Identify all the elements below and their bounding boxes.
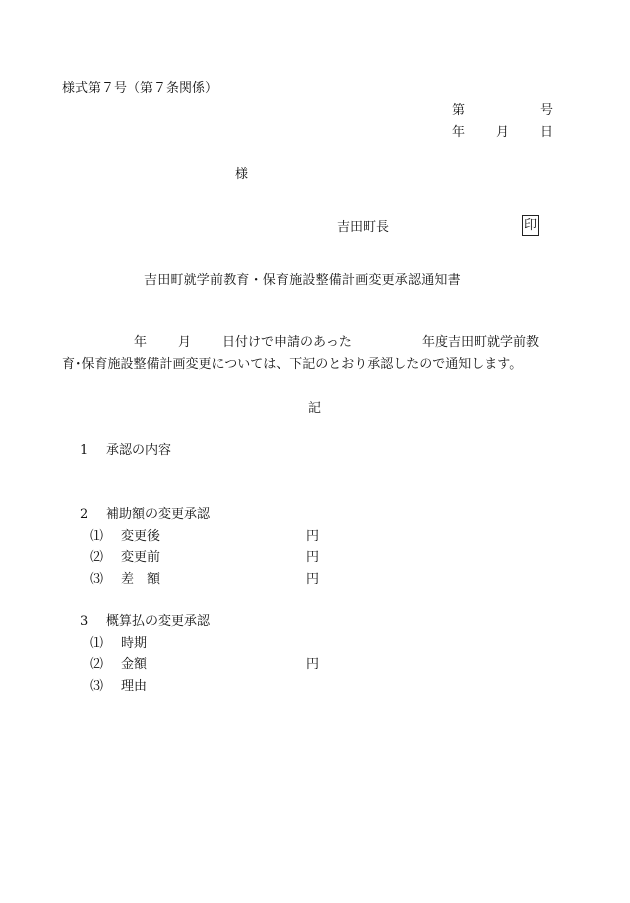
- section-2-item-2-number: ⑵: [90, 550, 104, 565]
- date-day: 日: [540, 125, 554, 140]
- section-2-item-3-label: 差 額: [121, 572, 161, 587]
- section-1-number: 1: [80, 443, 89, 458]
- recipient-suffix: 様: [235, 167, 249, 182]
- section-3-item-1-label: 時期: [121, 636, 148, 651]
- document-title: 吉田町就学前教育・保育施設整備計画変更承認通知書: [144, 273, 461, 288]
- section-3-item-2-unit: 円: [306, 657, 320, 672]
- body-day-text: 日付けで申請のあった: [222, 335, 352, 350]
- section-2-item-1-unit: 円: [306, 529, 320, 544]
- body-line1-rest: 年度吉田町就学前教: [422, 335, 540, 350]
- section-2-item-2-label: 変更前: [121, 550, 161, 565]
- section-3-item-3-number: ⑶: [90, 679, 104, 694]
- doc-number-prefix: 第: [452, 103, 466, 118]
- section-3-item-2-label: 金額: [121, 657, 148, 672]
- section-3-item-3-label: 理由: [121, 679, 148, 694]
- date-year: 年: [452, 125, 466, 140]
- issuer-title: 吉田町長: [337, 220, 390, 235]
- body-year: 年: [134, 335, 148, 350]
- section-3-item-1-number: ⑴: [90, 636, 104, 651]
- section-2-item-1-label: 変更後: [121, 529, 161, 544]
- section-2-number: 2: [80, 507, 89, 522]
- section-3-number: 3: [80, 614, 89, 629]
- section-3-title: 概算払の変更承認: [106, 614, 211, 629]
- body-line2: 育･保育施設整備計画変更については、下記のとおり承認したので通知します。: [62, 357, 523, 372]
- ki-label: 記: [308, 401, 322, 416]
- doc-number-suffix: 号: [540, 103, 554, 118]
- body-month: 月: [178, 335, 192, 350]
- section-2-item-3-number: ⑶: [90, 572, 104, 587]
- date-month: 月: [496, 125, 510, 140]
- section-2-item-2-unit: 円: [306, 550, 320, 565]
- section-1-title: 承認の内容: [106, 443, 172, 458]
- form-label: 様式第７号（第７条関係）: [62, 81, 219, 96]
- section-3-item-2-number: ⑵: [90, 657, 104, 672]
- seal-mark: 印: [522, 215, 539, 236]
- section-2-item-1-number: ⑴: [90, 529, 104, 544]
- section-2-title: 補助額の変更承認: [106, 507, 211, 522]
- section-2-item-3-unit: 円: [306, 572, 320, 587]
